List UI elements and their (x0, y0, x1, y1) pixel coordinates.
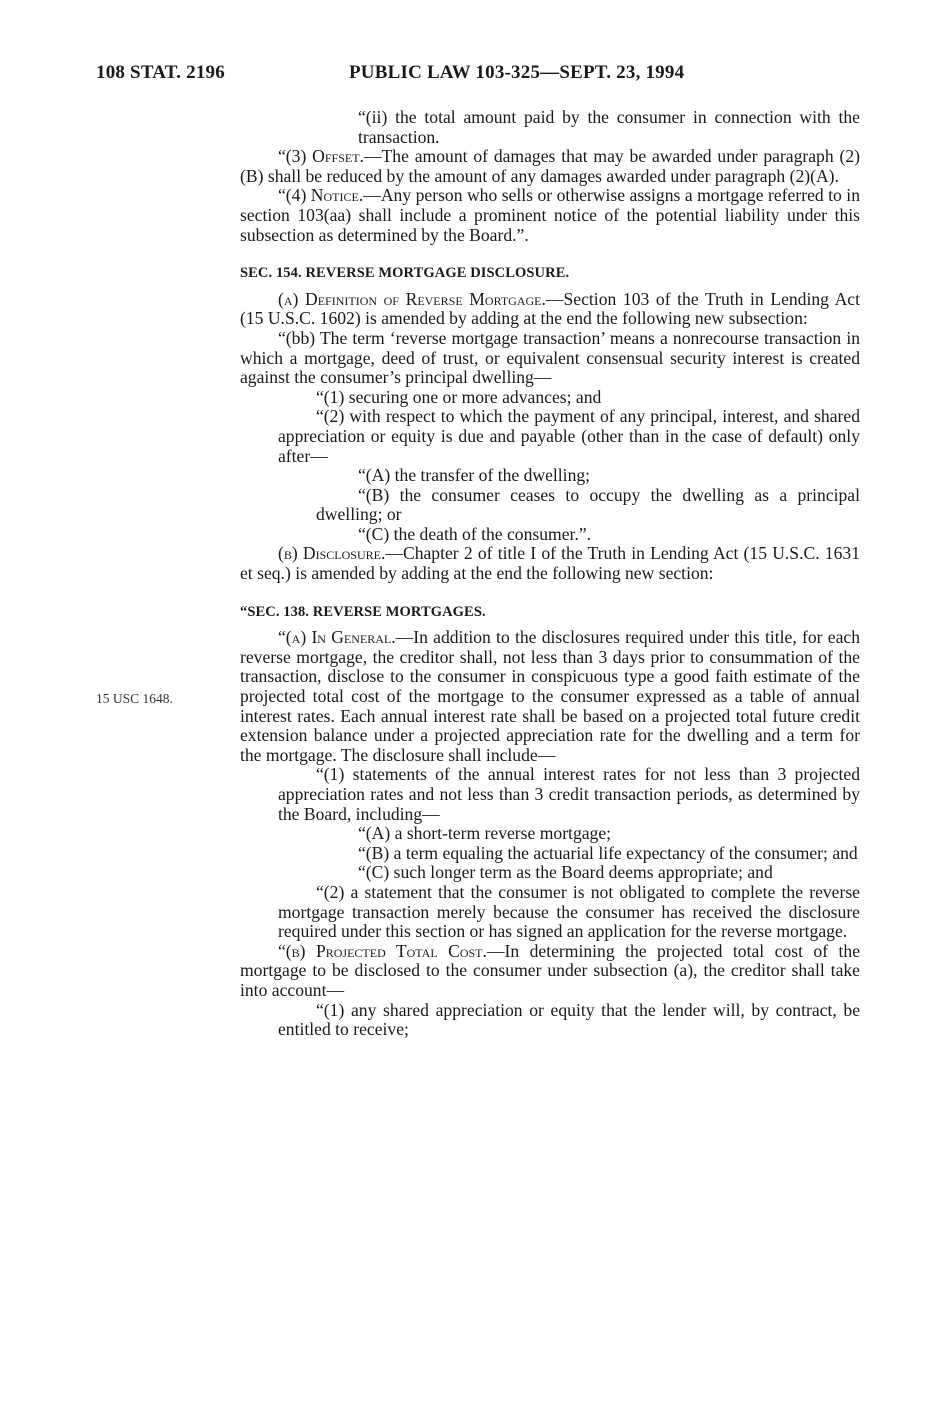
paragraph-text: —The amount of damages that may be awarded under paragraph (2)(B) shall be reduced by the amount of any damages awarded under paragraph (2)(A). (240, 146, 860, 186)
paragraph: “(bb) The term ‘reverse mortgage transaction’ means a nonrecourse transaction in which a mortgage, deed of trust, or equivalent consensual security interest is created against the consumer’s principal dwelling— (240, 327, 860, 388)
paragraph-heading: “(a) In General. (278, 627, 396, 648)
paragraph: “(2) a statement that the consumer is not obligated to complete the reverse mortgage transaction merely because the consumer has received the disclosure required under this section or has signed an application for the reverse mortgage. (278, 881, 860, 942)
paragraph-heading: “(b) Projected Total Cost. (278, 940, 487, 961)
paragraph: “(ii) the total amount paid by the consumer in connection with the transaction. (358, 107, 860, 147)
section-heading: “SEC. 138. REVERSE MORTGAGES. (240, 603, 486, 620)
paragraph-text: —In determining the projected total cost of the mortgage to be disclosed to the consumer under subsection (a), the creditor shall take into account— (240, 940, 860, 1000)
paragraph (240, 544, 860, 583)
paragraph (240, 186, 860, 245)
paragraph (240, 147, 860, 186)
paragraph: “(A) a short-term reverse mortgage; (358, 823, 612, 844)
public-law-reference: PUBLIC LAW 103-325—SEPT. 23, 1994 (349, 62, 685, 83)
paragraph-heading: “(4) Notice. (278, 185, 364, 206)
paragraph: “(B) the consumer ceases to occupy the dwelling as a principal dwelling; or (316, 484, 860, 525)
paragraph-text: —In addition to the disclosures required under this title, for each reverse mortgage, the creditor shall, not less than 3 days prior to consummation of the transaction, disclose to the consumer in conspicuous type a good faith estimate of the projected total cost of the mortgage to the consumer expressed as a table of annual interest rates. Each annual interest rate shall be based on a projected total future credit extension balance under a projected appreciation rate for the dwelling and a term for the mortgage. The disclosure shall include— (240, 627, 860, 765)
paragraph-heading: “(3) Offset. (278, 146, 364, 167)
paragraph: “(B) a term equaling the actuarial life expectancy of the consumer; and (358, 842, 858, 863)
paragraph: “(2) with respect to which the payment of any principal, interest, and shared appreciation or equity is due and payable (other than in the case of default) only after— (278, 406, 860, 466)
paragraph: “(C) the death of the consumer.”. (358, 523, 592, 544)
document-body (240, 108, 860, 1040)
paragraph: “(1) statements of the annual interest rates for not less than 3 projected appreciation rates and not less than 3 credit transaction periods, as determined by the Board, including— (278, 764, 860, 824)
paragraph-heading: (b) Disclosure. (278, 543, 386, 564)
paragraph-heading: (a) Definition of Reverse Mortgage. (278, 288, 546, 309)
paragraph (240, 290, 860, 329)
paragraph-text: —Section 103 of the Truth in Lending Act (15 U.S.C. 1602) is amended by adding at the end the following new subsection: (240, 288, 860, 329)
paragraph (240, 942, 860, 1001)
paragraph: “(A) the transfer of the dwelling; (358, 465, 591, 486)
paragraph: “(1) securing one or more advances; and (316, 386, 602, 407)
paragraph-text: —Any person who sells or otherwise assigns a mortgage referred to in section 103(aa) shall include a prominent notice of the potential liability under this subsection as determined by the Board.”. (240, 185, 860, 245)
section-heading: SEC. 154. REVERSE MORTGAGE DISCLOSURE. (240, 265, 570, 282)
paragraph: “(C) such longer term as the Board deems appropriate; and (358, 862, 773, 883)
statute-reference: 108 STAT. 2196 (96, 62, 225, 83)
paragraph: “(1) any shared appreciation or equity that the lender will, by contract, be entitled to receive; (278, 999, 860, 1040)
marginal-note: 15 USC 1648. (96, 691, 173, 706)
paragraph (240, 628, 860, 765)
paragraph-text: —Chapter 2 of title I of the Truth in Lending Act (15 U.S.C. 1631 et seq.) is amended by adding at the end the following new section: (240, 543, 860, 584)
